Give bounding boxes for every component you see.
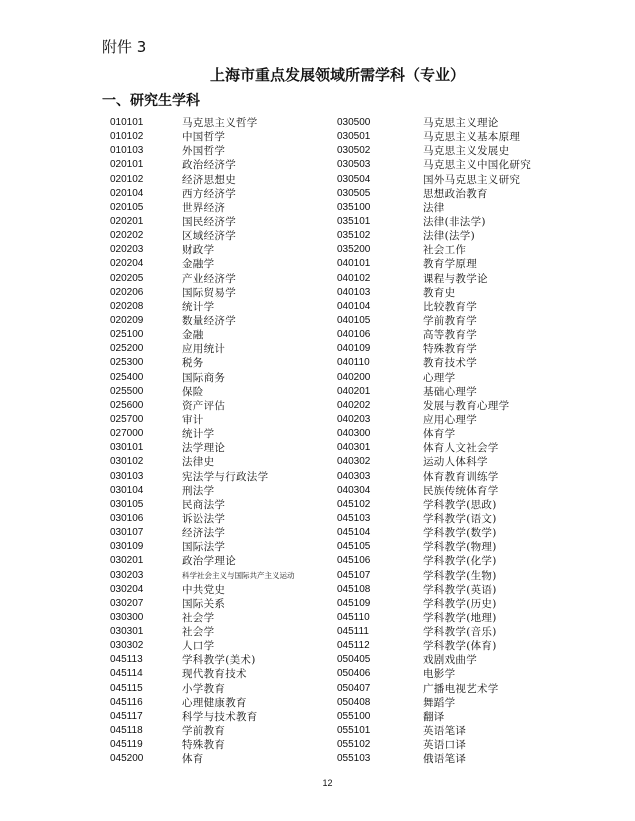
subject-row (337, 130, 531, 144)
subject-row (110, 356, 295, 370)
subject-name: 运动人体科学 (423, 456, 488, 469)
subject-name: 金融学 (182, 258, 215, 271)
subject-row (110, 554, 295, 568)
subject-code: 045119 (110, 739, 143, 751)
subject-row (337, 653, 531, 667)
subject-row (337, 724, 531, 738)
subject-code: 045116 (110, 696, 143, 708)
subject-code: 040109 (337, 343, 371, 355)
subject-row (110, 286, 295, 300)
subject-name: 学科教学(生物) (423, 569, 497, 582)
subject-name: 马克思主义发展史 (423, 145, 510, 158)
subject-name: 刑法学 (182, 484, 215, 497)
subject-row (110, 300, 295, 314)
page-number: 12 (322, 778, 333, 788)
subject-code: 045200 (110, 753, 144, 765)
subject-code: 040302 (337, 456, 371, 468)
subject-row (110, 625, 295, 639)
subject-row (337, 116, 531, 130)
subject-name: 学科教学(英语) (423, 583, 497, 596)
subject-row (337, 470, 531, 484)
subject-code: 040301 (337, 442, 371, 454)
subject-row (110, 229, 295, 243)
subject-code: 055101 (337, 725, 371, 737)
subject-row (337, 441, 531, 455)
subject-name: 学科教学(语文) (423, 512, 497, 525)
subject-row (110, 611, 295, 625)
subject-row (337, 738, 531, 752)
subject-code: 040200 (337, 371, 371, 383)
subject-name: 社会工作 (423, 244, 467, 257)
subject-row (110, 512, 295, 526)
subject-code: 040303 (337, 470, 371, 482)
subject-name: 统计学 (182, 428, 215, 441)
subject-row (110, 427, 295, 441)
subject-code: 040103 (337, 286, 371, 298)
subject-code: 040201 (337, 385, 371, 397)
subject-code: 010101 (110, 117, 144, 128)
subject-row (337, 342, 531, 356)
subject-name: 保险 (182, 385, 204, 398)
subject-code: 050406 (337, 668, 371, 680)
subject-code: 020101 (110, 159, 144, 171)
subject-name: 心理学 (423, 371, 456, 384)
subject-row (337, 399, 531, 413)
subject-code: 020102 (110, 173, 144, 185)
subject-name: 教育史 (423, 286, 456, 299)
subject-code: 045105 (337, 541, 371, 553)
subject-row (110, 653, 295, 667)
subject-name: 广播电视艺术学 (423, 682, 499, 695)
subject-code: 020202 (110, 230, 144, 242)
subject-code: 045110 (337, 611, 370, 623)
subject-row (110, 724, 295, 738)
subject-name: 世界经济 (182, 201, 226, 214)
subject-code: 030107 (110, 527, 144, 539)
subject-name: 学科教学(物理) (423, 541, 497, 554)
subject-row (110, 272, 295, 286)
subject-row (337, 625, 531, 639)
subject-code: 025100 (110, 329, 144, 341)
subject-name: 国际商务 (182, 371, 226, 384)
subject-row (110, 597, 295, 611)
subject-name: 外国哲学 (182, 145, 226, 158)
subject-name: 学科教学(音乐) (423, 626, 497, 639)
document-title: 上海市重点发展领域所需学科（专业） (209, 66, 465, 84)
subject-row (110, 328, 295, 342)
subject-code: 020203 (110, 244, 144, 256)
subject-row (110, 441, 295, 455)
subject-name: 特殊教育 (182, 739, 226, 752)
subject-name: 学前教育 (182, 725, 226, 738)
subject-name: 西方经济学 (182, 187, 236, 200)
subject-name: 科学社会主义与国际共产主义运动 (182, 570, 295, 580)
subject-code: 020104 (110, 187, 144, 199)
subject-row (110, 130, 295, 144)
subject-code: 040106 (337, 329, 371, 341)
subject-code: 050408 (337, 696, 371, 708)
subject-name: 社会学 (182, 626, 215, 639)
subject-name: 基础心理学 (423, 385, 477, 398)
subject-name: 金融 (182, 329, 204, 342)
subject-code: 045107 (337, 569, 371, 581)
subject-name: 政治经济学 (182, 159, 236, 172)
subject-row (110, 498, 295, 512)
subject-code: 030101 (110, 442, 144, 454)
subject-row (110, 484, 295, 498)
subject-row (337, 597, 531, 611)
subject-name: 法律史 (182, 456, 215, 469)
subject-code: 055102 (337, 739, 371, 751)
subject-row (110, 399, 295, 413)
subject-name: 英语口译 (423, 739, 467, 752)
subject-name: 体育教育训练学 (423, 470, 499, 483)
subject-name: 国际贸易学 (182, 286, 236, 299)
subject-name: 体育人文社会学 (423, 442, 499, 455)
subject-row (110, 173, 295, 187)
subject-code: 030500 (337, 117, 371, 128)
subject-name: 经济思想史 (182, 173, 236, 186)
subject-code: 045111 (337, 626, 369, 638)
subject-name: 教育技术学 (423, 357, 477, 370)
subject-code: 020205 (110, 272, 144, 284)
subject-row (110, 314, 295, 328)
subject-name: 高等教育学 (423, 329, 477, 342)
subject-code: 030207 (110, 597, 144, 609)
subject-code: 025500 (110, 385, 144, 397)
subject-row (110, 583, 295, 597)
subject-name: 中国哲学 (182, 131, 226, 144)
subject-code: 050405 (337, 654, 371, 666)
subject-code: 030203 (110, 569, 144, 581)
subject-row (337, 328, 531, 342)
subject-code: 010103 (110, 145, 144, 157)
attachment-label: 附件 3 (102, 38, 147, 56)
subject-code: 045106 (337, 555, 371, 567)
subject-row (337, 215, 531, 229)
subject-row (110, 257, 295, 271)
subject-name: 财政学 (182, 244, 215, 257)
subject-name: 数量经济学 (182, 314, 236, 327)
subject-name: 宪法学与行政法学 (182, 470, 269, 483)
subject-code: 030106 (110, 512, 144, 524)
subject-code: 010102 (110, 131, 144, 143)
subject-code: 045104 (337, 527, 371, 539)
subject-code: 045117 (110, 710, 143, 722)
subject-name: 人口学 (182, 640, 215, 653)
subject-code: 030503 (337, 159, 371, 171)
subject-code: 030201 (110, 555, 144, 567)
subject-row (110, 526, 295, 540)
subject-code: 020105 (110, 201, 144, 213)
subject-row (110, 342, 295, 356)
subject-name: 学科教学(历史) (423, 597, 497, 610)
subject-name: 统计学 (182, 300, 215, 313)
subject-name: 审计 (182, 413, 204, 426)
subject-code: 020204 (110, 258, 144, 270)
subject-code: 045112 (337, 640, 370, 652)
subject-row (337, 611, 531, 625)
subject-row (337, 498, 531, 512)
subject-row (337, 455, 531, 469)
subject-code: 045113 (110, 654, 143, 666)
subject-name: 马克思主义基本原理 (423, 131, 521, 144)
subject-code: 030102 (110, 456, 144, 468)
subject-code: 055103 (337, 753, 371, 765)
subject-row (337, 272, 531, 286)
subject-row (337, 583, 531, 597)
subject-row (337, 554, 531, 568)
subject-name: 国际关系 (182, 597, 226, 610)
subject-row (337, 484, 531, 498)
subject-name: 学前教育学 (423, 314, 477, 327)
subject-row (337, 569, 531, 583)
subject-code: 030103 (110, 470, 144, 482)
subject-name: 区域经济学 (182, 230, 236, 243)
subject-code: 045115 (110, 682, 143, 694)
subject-code: 040202 (337, 399, 371, 411)
subject-name: 国外马克思主义研究 (423, 173, 521, 186)
subject-name: 马克思主义中国化研究 (423, 159, 531, 172)
subject-name: 学科教学(思政) (423, 498, 497, 511)
subject-row (337, 639, 531, 653)
subject-code: 040104 (337, 300, 371, 312)
subject-row (110, 682, 295, 696)
subject-row (337, 314, 531, 328)
subject-name: 法律(法学) (423, 230, 475, 243)
subject-code: 030505 (337, 187, 371, 199)
subject-code: 035100 (337, 201, 371, 213)
subject-name: 经济法学 (182, 527, 226, 540)
subject-row (110, 385, 295, 399)
subject-row (337, 300, 531, 314)
subject-name: 戏剧戏曲学 (423, 654, 477, 667)
subject-code: 045103 (337, 512, 371, 524)
subject-row (110, 215, 295, 229)
subject-row (337, 667, 531, 681)
subject-code: 035200 (337, 244, 371, 256)
subject-code: 035102 (337, 230, 371, 242)
subject-row (337, 187, 531, 201)
subject-row (110, 413, 295, 427)
subject-row (337, 540, 531, 554)
subject-name: 俄语笔译 (423, 753, 467, 766)
subject-row (337, 257, 531, 271)
subject-name: 应用心理学 (423, 413, 477, 426)
subject-name: 课程与教学论 (423, 272, 488, 285)
subject-code: 030300 (110, 611, 144, 623)
subject-code: 040102 (337, 272, 371, 284)
subject-code: 040304 (337, 484, 371, 496)
subject-name: 心理健康教育 (182, 696, 247, 709)
subject-name: 学科教学(化学) (423, 555, 497, 568)
subject-name: 法律 (423, 201, 445, 214)
subject-code: 030504 (337, 173, 371, 185)
subject-row (110, 569, 295, 583)
subject-row (337, 356, 531, 370)
subject-name: 马克思主义理论 (423, 117, 499, 129)
subject-row (110, 639, 295, 653)
subject-name: 小学教育 (182, 682, 226, 695)
subject-name: 民商法学 (182, 498, 226, 511)
subject-name: 舞蹈学 (423, 696, 456, 709)
subject-name: 学科教学(美术) (182, 654, 256, 667)
subject-code: 027000 (110, 428, 144, 440)
subject-code: 030301 (110, 626, 144, 638)
subject-code: 030204 (110, 583, 144, 595)
subject-code: 020201 (110, 215, 144, 227)
subject-row (110, 710, 295, 724)
subject-row (337, 385, 531, 399)
subject-code: 045108 (337, 583, 371, 595)
subject-code: 020209 (110, 314, 144, 326)
right-subject-list (337, 116, 531, 766)
subject-name: 学科教学(体育) (423, 640, 497, 653)
subject-name: 马克思主义哲学 (182, 117, 258, 129)
subject-row (337, 752, 531, 766)
subject-code: 025600 (110, 399, 144, 411)
subject-name: 体育学 (423, 428, 456, 441)
subject-name: 发展与教育心理学 (423, 399, 510, 412)
subject-code: 040300 (337, 428, 371, 440)
subject-row (337, 158, 531, 172)
subject-row (337, 682, 531, 696)
subject-row (110, 201, 295, 215)
subject-row (337, 427, 531, 441)
subject-name: 社会学 (182, 611, 215, 624)
subject-row (337, 173, 531, 187)
subject-name: 民族传统体育学 (423, 484, 499, 497)
subject-row (337, 696, 531, 710)
subject-row (337, 144, 531, 158)
subject-code: 025200 (110, 343, 144, 355)
subject-code: 045102 (337, 498, 371, 510)
subject-row (110, 158, 295, 172)
subject-name: 国民经济学 (182, 215, 236, 228)
subject-code: 030104 (110, 484, 144, 496)
subject-name: 翻译 (423, 710, 445, 723)
subject-code: 055100 (337, 710, 371, 722)
subject-code: 030105 (110, 498, 144, 510)
subject-row (110, 540, 295, 554)
subject-code: 020206 (110, 286, 144, 298)
subject-row (337, 512, 531, 526)
subject-row (110, 243, 295, 257)
subject-code: 025700 (110, 413, 144, 425)
subject-name: 应用统计 (182, 343, 226, 356)
subject-code: 020208 (110, 300, 144, 312)
subject-name: 法律(非法学) (423, 215, 486, 228)
subject-row (110, 738, 295, 752)
subject-code: 030109 (110, 541, 144, 553)
subject-name: 政治学理论 (182, 555, 236, 568)
subject-code: 025300 (110, 357, 144, 369)
subject-name: 税务 (182, 357, 204, 370)
subject-name: 电影学 (423, 668, 456, 681)
subject-code: 040101 (337, 258, 371, 270)
left-subject-list (110, 116, 295, 766)
subject-name: 中共党史 (182, 583, 226, 596)
subject-row (337, 201, 531, 215)
subject-row (110, 667, 295, 681)
subject-name: 特殊教育学 (423, 343, 477, 356)
subject-name: 思想政治教育 (423, 187, 488, 200)
subject-code: 050407 (337, 682, 371, 694)
subject-name: 国际法学 (182, 541, 226, 554)
subject-row (110, 455, 295, 469)
subject-row (337, 243, 531, 257)
subject-code: 030502 (337, 145, 371, 157)
subject-row (337, 286, 531, 300)
subject-name: 英语笔译 (423, 725, 467, 738)
subject-code: 040105 (337, 314, 371, 326)
subject-row (110, 470, 295, 484)
subject-row (337, 371, 531, 385)
subject-name: 教育学原理 (423, 258, 477, 271)
subject-code: 040203 (337, 413, 371, 425)
subject-row (110, 371, 295, 385)
subject-row (337, 710, 531, 724)
subject-code: 045118 (110, 725, 143, 737)
subject-row (337, 413, 531, 427)
section-heading: 一、研究生学科 (102, 93, 200, 109)
subject-code: 040110 (337, 357, 370, 369)
subject-code: 035101 (337, 215, 371, 227)
subject-row (110, 116, 295, 130)
subject-name: 诉讼法学 (182, 512, 226, 525)
subject-row (110, 752, 295, 766)
subject-code: 045114 (110, 668, 143, 680)
subject-name: 学科教学(地理) (423, 611, 497, 624)
subject-row (110, 144, 295, 158)
subject-row (110, 187, 295, 201)
subject-name: 现代教育技术 (182, 668, 247, 681)
subject-row (110, 696, 295, 710)
subject-name: 比较教育学 (423, 300, 477, 313)
subject-name: 法学理论 (182, 442, 226, 455)
subject-row (337, 526, 531, 540)
subject-code: 025400 (110, 371, 144, 383)
subject-code: 030501 (337, 131, 371, 143)
subject-name: 学科教学(数学) (423, 527, 497, 540)
subject-name: 科学与技术教育 (182, 710, 258, 723)
subject-row (337, 229, 531, 243)
subject-name: 产业经济学 (182, 272, 236, 285)
subject-name: 体育 (182, 753, 204, 766)
subject-code: 030302 (110, 640, 144, 652)
subject-name: 资产评估 (182, 399, 226, 412)
subject-code: 045109 (337, 597, 371, 609)
